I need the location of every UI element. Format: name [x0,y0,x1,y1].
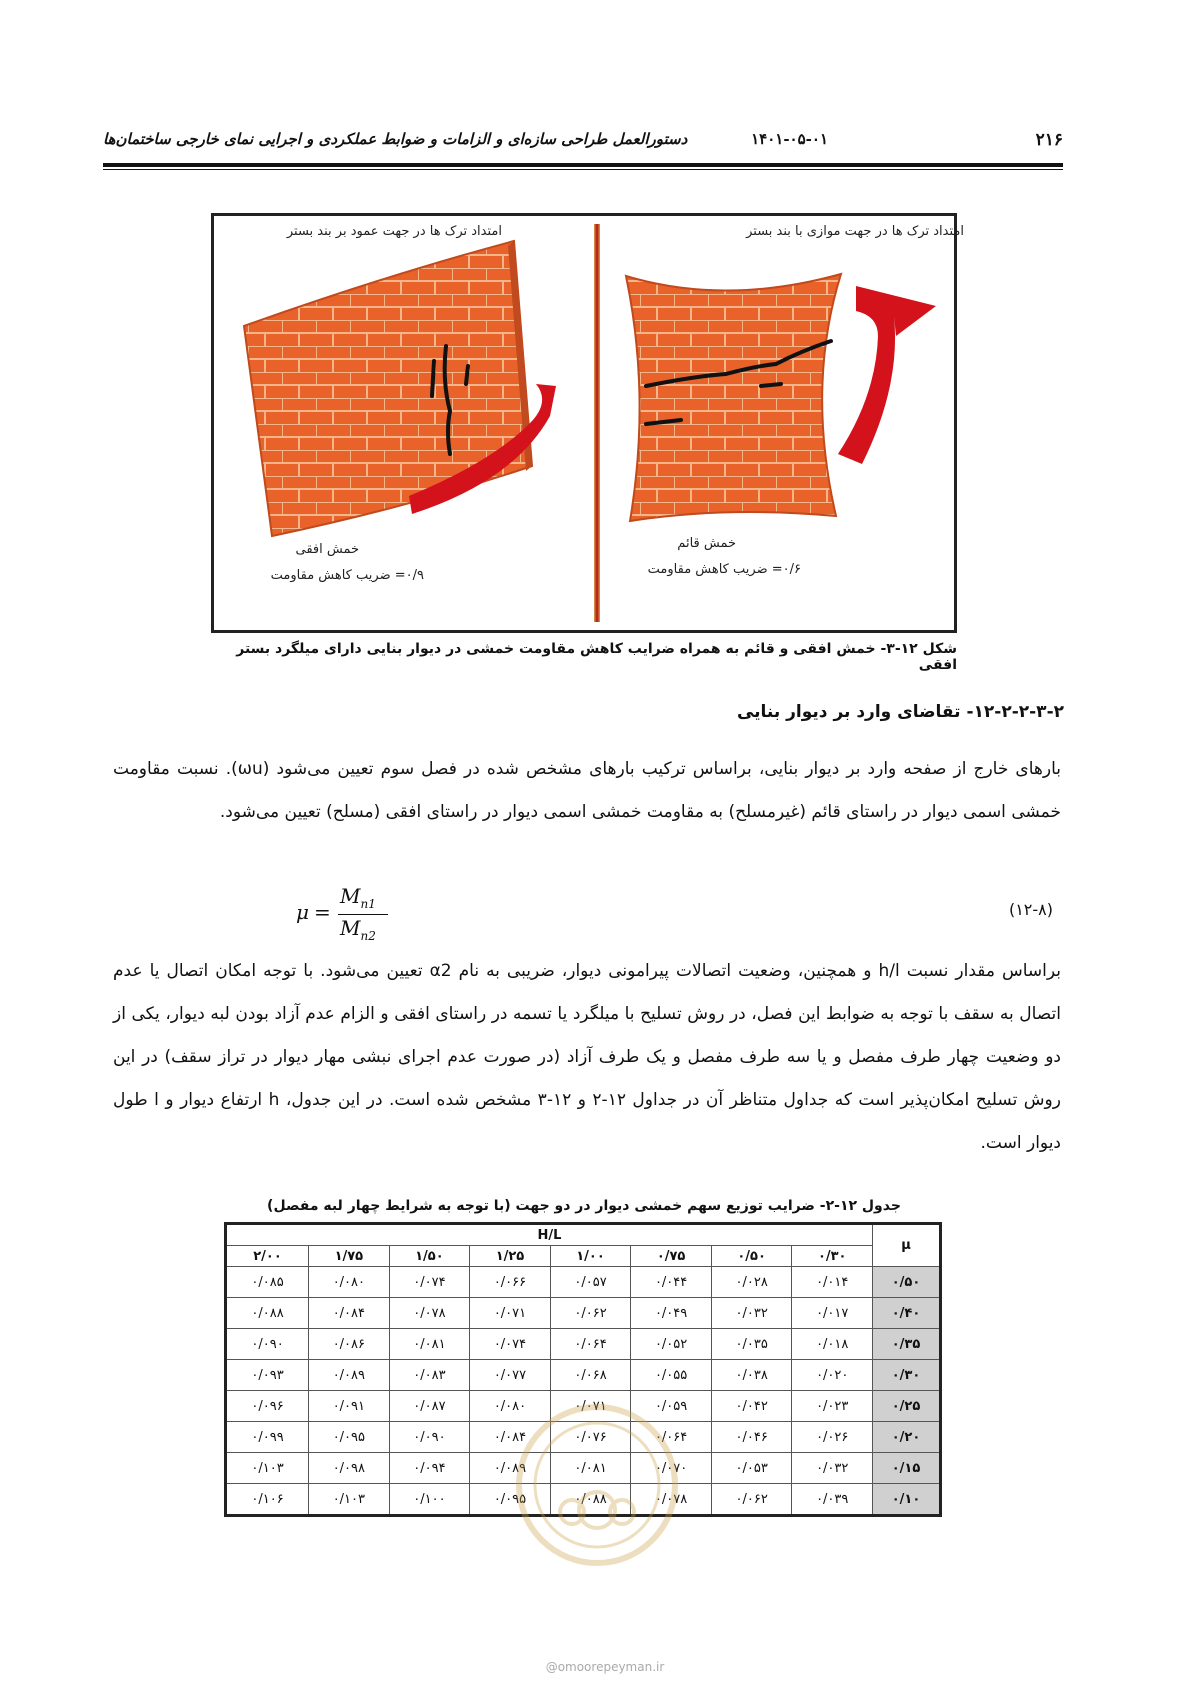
table-row [226,1329,941,1360]
figure-divider [594,224,600,622]
table-cell: ۰/۰۸۰ [309,1267,390,1298]
table-cell: ۰/۱۰۳ [309,1484,390,1516]
table-column-header: ۰/۳۰ [792,1246,873,1267]
figure-panel-vertical-bending [606,216,976,630]
table-cell: ۰/۰۵۵ [631,1360,712,1391]
formula-numerator: $M_{n1}$ [340,884,376,911]
table-cell: ۰/۰۴۴ [631,1267,712,1298]
table-cell: ۰/۰۱۴ [792,1267,873,1298]
table-cell: ۰/۰۶۶ [470,1267,551,1298]
table-cell: ۰/۰۲۶ [792,1422,873,1453]
table-cell: ۰/۰۸۱ [550,1453,631,1484]
table-cell: ۰/۰۱۷ [792,1298,873,1329]
left-panel-top-label: امتداد ترک ها در جهت عمود بر بند بستر [286,224,502,239]
table-cell: ۰/۰۸۸ [550,1484,631,1516]
table-cell: ۰/۰۹۶ [226,1391,309,1422]
table-cell: ۰/۰۷۱ [470,1298,551,1329]
header-date: ۱۴۰۱-۰۵-۰۱ [751,130,828,148]
left-panel-factor-label: ۰/۹= ضریب کاهش مقاومت [270,568,424,583]
table-cell: ۰/۰۸۹ [470,1453,551,1484]
table-cell: ۰/۰۳۲ [792,1453,873,1484]
table-cell: ۰/۰۵۹ [631,1391,712,1422]
table-row-mu: ۰/۱۰ [873,1484,941,1516]
table-row-mu: ۰/۵۰ [873,1267,941,1298]
table-column-headers [226,1246,941,1267]
table-cell: ۰/۰۸۹ [309,1360,390,1391]
header-title: دستورالعمل طراحی سازه‌ای و الزامات و ضوابط عملکردی و اجرایی نمای خارجی ساختمان‌ها [103,130,688,148]
table-cell: ۰/۰۹۰ [389,1422,470,1453]
table-cell: ۰/۰۵۳ [711,1453,792,1484]
paragraph-loads: بارهای خارج از صفحه وارد بر دیوار بنایی، براساس ترکیب بارهای مشخص شده در فصل سوم تعیین می‌شود (ωu). نسبت مقاومت خمشی اسمی دیوار در راستای قائم (غیرمسلح) به مقاومت خمشی اسمی دیوار در راستای افقی (مسلح) تعیین می‌شود. [113,759,1061,822]
formula-equals: = [314,900,331,924]
table-cell: ۰/۰۶۴ [631,1422,712,1453]
table-cell: ۰/۱۰۶ [226,1484,309,1516]
table-cell: ۰/۰۷۶ [550,1422,631,1453]
table-cell: ۰/۰۳۲ [711,1298,792,1329]
paragraph-alpha2: براساس مقدار نسبت h/l و همچنین، وضعیت اتصالات پیرامونی دیوار، ضریبی به نام α2 تعیین می‌شود. با توجه امکان اتصال یا عدم اتصال به سقف با توجه به ضوابط این فصل، در روش تسلیح با میلگرد یا تسمه در راستای افقی و الزام عدم آزاد بودن لبه دیوار، یکی از دو وضعیت چهار طرف مفصل و یا سه طرف مفصل و یک طرف آزاد (در صورت عدم اجرای نبشی مهار دیوار در تراز سقف) در این روش تسلیح امکان‌پذیر است که جداول متناظر آن در جداول ۱۲-۲ و ۱۲-۳ مشخص شده است. در این جدول، h ارتفاع دیوار و l طول دیوار است. [113,961,1061,1153]
left-panel-bend-label: خمش افقی [295,542,359,557]
table-row [226,1267,941,1298]
table-row [226,1360,941,1391]
table-cell: ۰/۰۹۵ [309,1422,390,1453]
table-column-header: ۱/۲۵ [470,1246,551,1267]
table-cell: ۰/۰۲۰ [792,1360,873,1391]
table-cell: ۰/۰۸۸ [226,1298,309,1329]
table-cell: ۰/۰۹۵ [470,1484,551,1516]
formula-denominator: $M_{n2}$ [340,916,376,943]
figure-brick-walls [211,213,964,633]
table-cell: ۰/۱۰۰ [389,1484,470,1516]
table-row [226,1298,941,1329]
table-cell: ۰/۰۹۳ [226,1360,309,1391]
table-cell: ۰/۰۷۱ [550,1391,631,1422]
table-cell: ۰/۰۱۸ [792,1329,873,1360]
right-panel-bend-label: خمش قائم [677,536,736,551]
right-panel-top-label: امتداد ترک ها در جهت موازی با بند بستر [746,224,964,239]
table-row-mu: ۰/۳۰ [873,1360,941,1391]
section-heading: ۱۲-۲-۲-۳-۲- تقاضای وارد بر دیوار بنایی [736,702,1064,722]
table-cell: ۰/۰۸۳ [389,1360,470,1391]
table-cell: ۰/۰۹۰ [226,1329,309,1360]
watermark-text: @omoorepeyman.ir [545,1660,665,1674]
table-cell: ۰/۰۴۶ [711,1422,792,1453]
table-column-header: ۱/۷۵ [309,1246,390,1267]
table-cell: ۰/۰۹۱ [309,1391,390,1422]
table-cell: ۰/۰۳۸ [711,1360,792,1391]
fraction-bar [338,914,388,915]
header-rule-thin [103,169,1063,170]
table-column-header: ۲/۰۰ [226,1246,309,1267]
figure-caption: شکل ۱۲-۳- خمش افقی و قائم به همراه ضرایب کاهش مقاومت خمشی در دیوار بنایی دارای میلگرد بستر افقی [236,641,957,673]
page-header [103,130,1063,160]
table-cell: ۰/۰۷۴ [470,1329,551,1360]
table-cell: ۰/۰۷۴ [389,1267,470,1298]
table-row-mu: ۰/۲۵ [873,1391,941,1422]
table-column-header: ۰/۵۰ [711,1246,792,1267]
page-number: ۲۱۶ [1035,130,1063,150]
table-cell: ۰/۰۲۸ [711,1267,792,1298]
table-cell: ۰/۰۸۶ [309,1329,390,1360]
table-header-mu: μ [873,1224,941,1267]
table-cell: ۰/۰۸۰ [470,1391,551,1422]
table-row-mu: ۰/۳۵ [873,1329,941,1360]
watermark-seal-icon [512,1400,682,1570]
header-rule [103,163,1063,167]
table-cell: ۰/۰۳۵ [711,1329,792,1360]
table-column-header: ۱/۰۰ [550,1246,631,1267]
table-cell: ۰/۰۸۱ [389,1329,470,1360]
table-cell: ۰/۰۸۴ [470,1422,551,1453]
table-column-header: ۱/۵۰ [389,1246,470,1267]
table-cell: ۰/۰۷۰ [631,1453,712,1484]
table-row-mu: ۰/۲۰ [873,1422,941,1453]
table-cell: ۰/۰۴۹ [631,1298,712,1329]
table-cell: ۰/۰۸۷ [389,1391,470,1422]
table-cell: ۰/۰۸۴ [309,1298,390,1329]
right-panel-factor-label: ۰/۶= ضریب کاهش مقاومت [647,562,801,577]
table-cell: ۰/۰۶۸ [550,1360,631,1391]
table-cell: ۰/۰۸۵ [226,1267,309,1298]
figure-panel-horizontal-bending [214,216,584,630]
table-cell: ۰/۰۹۹ [226,1422,309,1453]
table-cell: ۰/۰۳۹ [792,1484,873,1516]
table-cell: ۰/۰۷۷ [470,1360,551,1391]
table-cell: ۰/۰۲۳ [792,1391,873,1422]
table-cell: ۰/۰۶۲ [550,1298,631,1329]
table-cell: ۰/۰۶۴ [550,1329,631,1360]
formula-mu [296,880,416,950]
equation-number: (۱۲-۸) [1008,900,1053,919]
table-cell: ۰/۰۹۴ [389,1453,470,1484]
table-cell: ۰/۰۵۷ [550,1267,631,1298]
table-cell: ۰/۰۶۲ [711,1484,792,1516]
table-column-header: ۰/۷۵ [631,1246,712,1267]
table-cell: ۰/۰۴۲ [711,1391,792,1422]
table-header-hl: H/L [226,1224,873,1246]
table-row-mu: ۰/۴۰ [873,1298,941,1329]
table-cell: ۰/۰۵۲ [631,1329,712,1360]
formula-lhs: μ [296,900,309,924]
table-cell: ۰/۰۷۸ [631,1484,712,1516]
table-cell: ۰/۱۰۳ [226,1453,309,1484]
table-cell: ۰/۰۷۸ [389,1298,470,1329]
table-row-mu: ۰/۱۵ [873,1453,941,1484]
table-caption: جدول ۱۲-۲- ضرایب توزیع سهم خمشی دیوار در دو جهت (با توجه به شرایط چهار لبه مفصل) [267,1198,901,1214]
table-cell: ۰/۰۹۸ [309,1453,390,1484]
